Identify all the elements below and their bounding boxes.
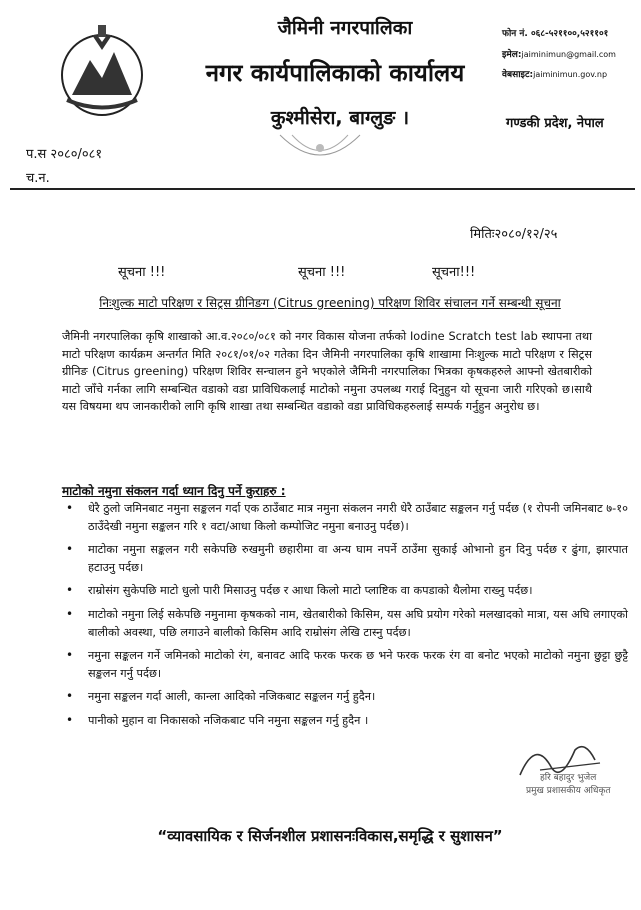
bullet-icon: • [66, 606, 74, 621]
bullet-icon: • [66, 583, 74, 598]
notice-word-1: सूचना !!! [118, 265, 166, 280]
list-item [66, 647, 628, 682]
header-divider [10, 188, 635, 190]
list-item [66, 500, 628, 535]
website-line [502, 67, 607, 80]
bullet-icon: • [66, 689, 74, 704]
bullet-icon: • [66, 648, 74, 663]
office-location: कुश्मीसेरा, बाग्लुङ । [270, 107, 410, 129]
municipality-name: जैमिनी नगरपालिका [277, 17, 413, 39]
reference-number: प.स २०८०/०८१ [26, 147, 103, 162]
notice-word-2: सूचना !!! [298, 265, 346, 280]
list-item [66, 606, 628, 641]
bullet-icon: • [66, 501, 74, 515]
notice-subject: निःशुल्क माटो परिक्षण र सिट्रस ग्रीनिङग (Citrus greening) परिक्षण शिविर संचालन गर्ने सम्बन्धी सूचना [99, 296, 561, 310]
nepal-emblem-logo [52, 20, 152, 120]
list-item [66, 688, 628, 706]
bullet-icon: • [66, 542, 74, 557]
list-item-text: नमुना सङ्कलन गर्ने जमिनको माटोको रंग, बनावट आदि फरक फरक छ भने फरक फरक रंग वा बनोट भएको माटोको नमुना छुट्टा छुट्टै सङ्कलन गर्नु पर्दछ। [88, 649, 628, 680]
notice-body: जैमिनी नगरपालिका कृषि शाखाको आ.व.२०८०/०८१ को नगर विकास योजना तर्फको Iodine Scratch test lab स्थापना तथा माटो परिक्षण कार्यक्रम अन्तर्गत मिति २०८१/०१/०२ गतेका दिन जैमिनी नगरपालिका कृषि शाखामा निःशुल्क माटो परिक्षण र सिट्रस ग्रीनिङ (Citrus greening) परिक्षण शिविर सन्चालन हुने भएकोले जैमिनी नगरपालिका भित्रका कृषकहरुले आफ्नो खेतबारीको माटो जाँचे गर्नका लागि सम्बन्धित वडाको वडा प्राविधिकलाई माटोको नमुना उपलब्ध गराई दिनुहुन यो सूचना जारी गरिएको छ।साथै यस विषयमा थप जानकारीको लागि कृषि शाखा तथा सम्बन्धित वडाको वडा प्राविधिकहरुलाई सम्पर्क गर्नुहुन अनुरोध छ। [62, 330, 592, 414]
dispatch-number: च.न. [26, 171, 50, 186]
list-item [66, 712, 628, 730]
list-item-text: धेरै ठुलो जमिनबाट नमुना सङ्कलन गर्दा एक ठाउँबाट मात्र नमुना संकलन नगरी धेरै ठाउँबाट सङ्कलन गर्नु पर्दछ (१ रोपनी जमिनबाट ७-१० ठाउँदेखी नमुना सङ्कलन गरि १ वटा/आधा किलो कम्पोजिट नमुना बनाउनु पर्दछ)। [88, 502, 628, 533]
list-item [66, 541, 628, 576]
list-item [66, 582, 628, 600]
email-value: jaiminimun@gmail.com [521, 50, 616, 59]
email-label: इमेल: [502, 50, 522, 60]
issue-date: मितिः२०८०/१२/२५ [470, 227, 558, 242]
signer-name: हरि बहादुर भुजेल [540, 773, 597, 783]
notice-word-3: सूचना!!! [432, 265, 476, 280]
list-heading: माटोको नमुना संकलन गर्दा ध्यान दिनु पर्ने कुराहरु : [62, 484, 286, 498]
office-seal-stamp [270, 130, 370, 178]
list-item-text: माटोको नमुना लिई सकेपछि नमुनामा कृषकको नाम, खेतबारीको किसिम, यस अघि प्रयोग गरेको मलखादको मात्रा, यस अघि लगाएको बालीको अवस्था, पछि लगाउने बालीको किसिम आदि राम्रोसंग लेखि टास्नु पर्दछ। [88, 607, 628, 639]
email-line [502, 47, 616, 60]
phone-value: ०६८-५२११००,५२११०१ [530, 29, 609, 39]
list-item-text: नमुना सङ्कलन गर्दा आली, कान्ला आदिको नजिकबाट सङ्कलन गर्नु हुदैन। [88, 690, 376, 704]
list-item-text: माटोका नमुना सङ्कलन गरी सकेपछि रुखमुनी छहारीमा वा अन्य घाम नपर्ने ठाउँमा सुकाई ओभानो हुन दिनु पर्दछ र ढुंगा, झारपात हटाउनु पर्दछ। [88, 543, 628, 574]
phone-label: फोन नं. [502, 29, 528, 39]
instruction-list [60, 500, 628, 736]
website-value: jaiminimun.gov.np [533, 70, 608, 79]
list-item-text: पानीको मुहान वा निकासको नजिकबाट पनि नमुना सङ्कलन गर्नु हुदैन । [88, 713, 369, 727]
phone-line [502, 26, 608, 39]
bullet-icon: • [66, 712, 74, 727]
office-slogan: “व्यावसायिक र सिर्जनशील प्रशासनःविकास,समृद्धि र सुशासन” [157, 827, 503, 845]
website-label: वेबसाइट: [502, 70, 534, 80]
office-name: नगर कार्यपालिकाको कार्यालय [205, 59, 465, 87]
signer-title: प्रमुख प्रशासकीय अधिकृत [526, 786, 611, 796]
list-item-text: राम्रोसंग सुकेपछि माटो धुलो पारी मिसाउनु पर्दछ र आधा किलो माटो प्लाष्टिक वा कपडाको थैलोमा राख्नु पर्दछ। [88, 584, 533, 598]
province: गण्डकी प्रदेश, नेपाल [506, 116, 604, 131]
